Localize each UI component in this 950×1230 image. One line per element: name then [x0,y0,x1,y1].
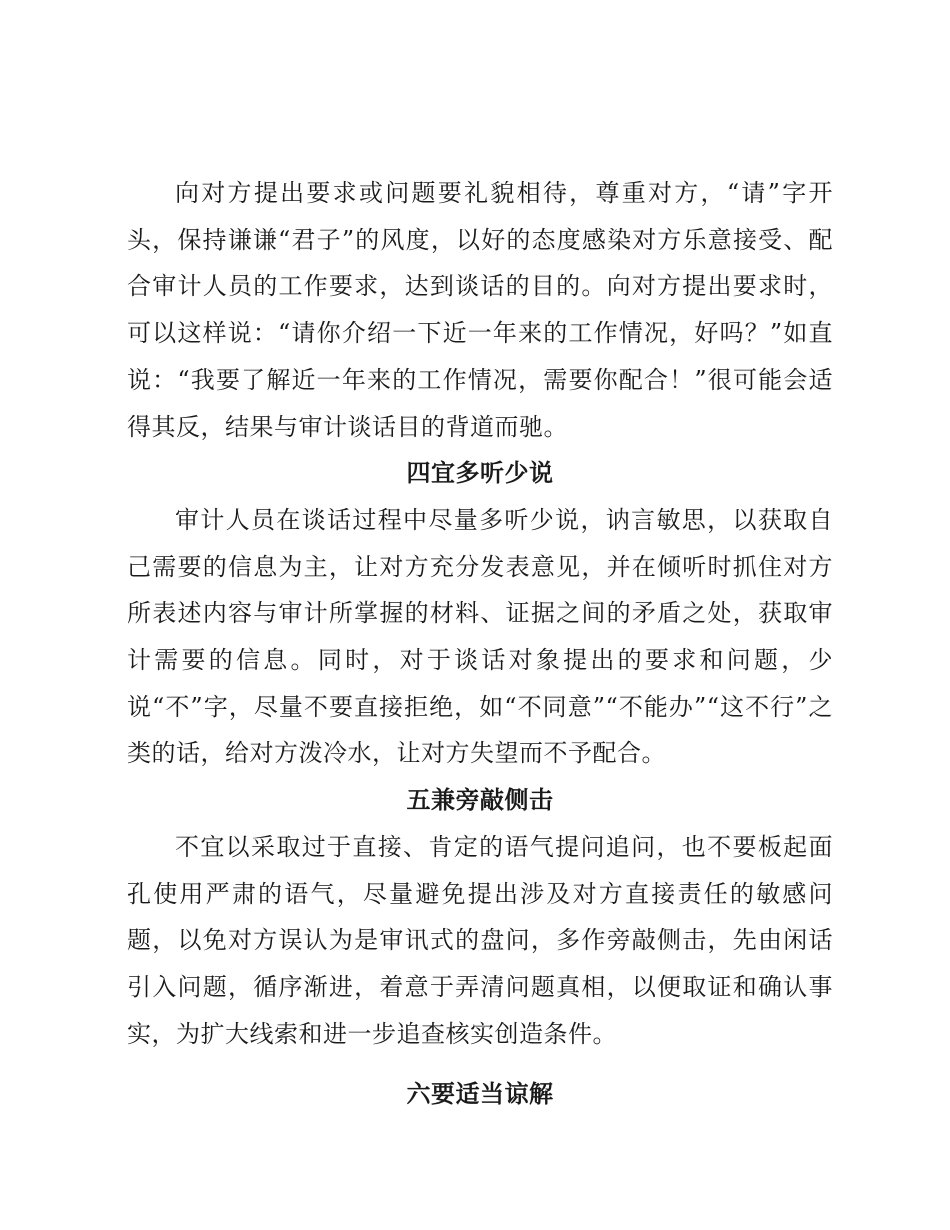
section-heading-listen-more: 四宜多听少说 [406,458,554,488]
paragraph-listen-more: 审计人员在谈话过程中尽量多听少说，讷言敏思，以获取自己需要的信息为主，让对方充分发表意见，并在倾听时抓住对方所表述内容与审计所掌握的材料、证据之间的矛盾之处，获取审计需要的信息。同时，对于谈话对象提出的要求和问题，少说“不”字，尽量不要直接拒绝，如“不同意”“不能办”“这不行”之类的话，给对方泼冷水，让对方失望而不予配合。 [127,505,833,768]
document-body [127,170,833,1118]
paragraph-politeness: 向对方提出要求或问题要礼貌相待，尊重对方，“请”字开头，保持谦谦“君子”的风度，以好的态度感染对方乐意接受、配合审计人员的工作要求，达到谈话的目的。向对方提出要求时，可以这样说：“请你介绍一下近一年来的工作情况，好吗？”如直说：“我要了解近一年来的工作情况，需要你配合！”很可能会适得其反，结果与审计谈话目的背道而驰。 [127,179,833,441]
section-heading-understanding: 六要适当谅解 [406,1079,554,1109]
paragraph-indirect-approach: 不宜以采取过于直接、肯定的语气提问追问，也不要板起面孔使用严肃的语气，尽量避免提出涉及对方直接责任的敏感问题，以免对方误认为是审讯式的盘问，多作旁敲侧击，先由闲话引入问题，循序渐进，着意于弄清问题真相，以便取证和确认事实，为扩大线索和进一步追查核实创造条件。 [127,832,833,1048]
section-heading-indirect-approach: 五兼旁敲侧击 [406,785,554,815]
